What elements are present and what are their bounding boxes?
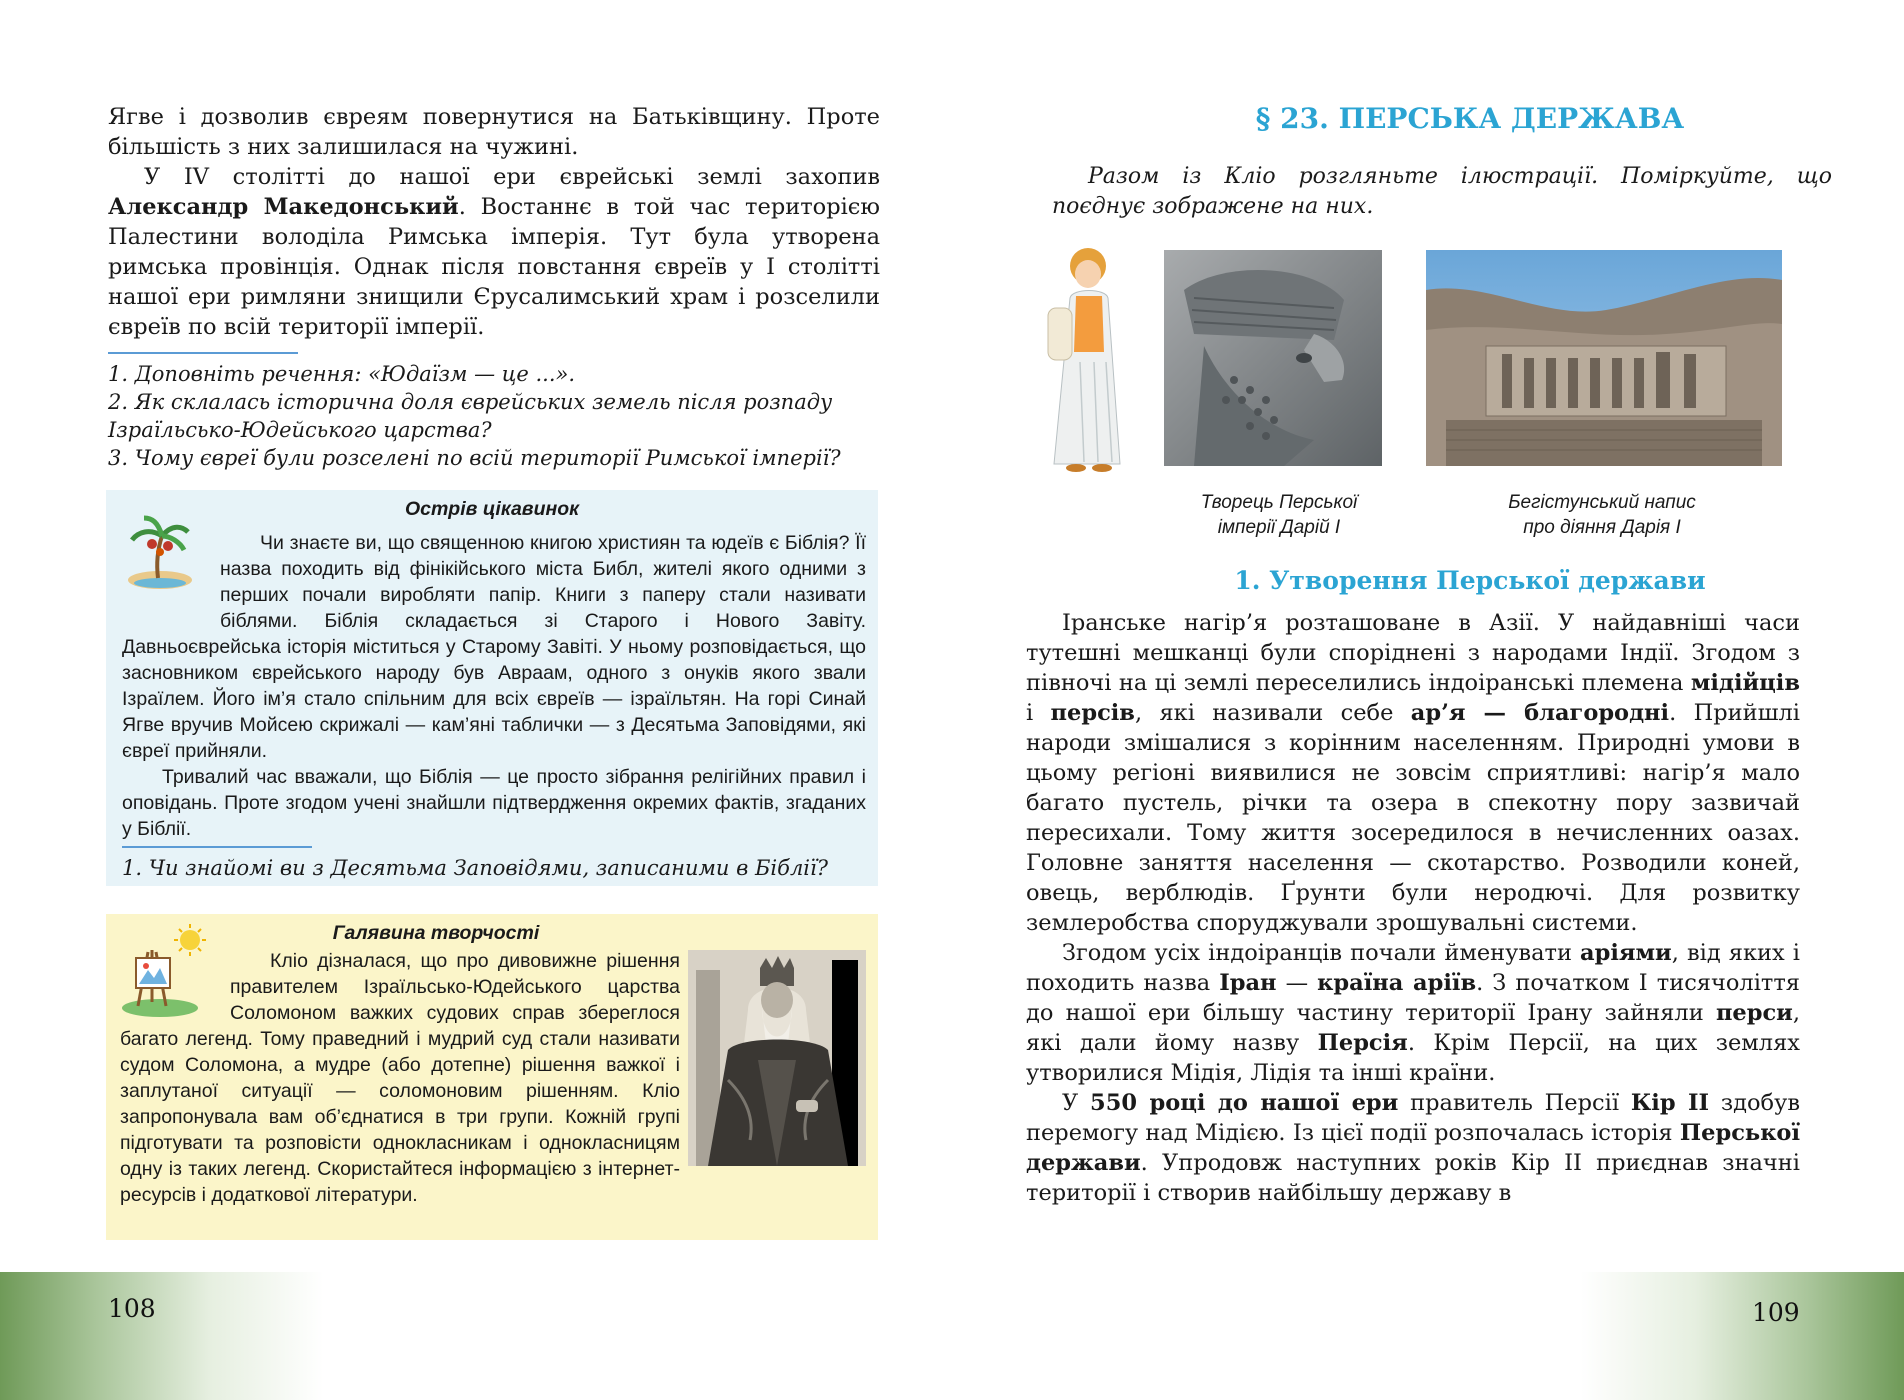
creativity-paragraph: Кліо дізналася, що про дивовижне рішення правителем Ізраїльсько-Юдейського царства Соломоном важких судових справ збереглося багато легенд. Тому праведний і мудрий суд стали називати судом Соломона, а мудре (або дотепне) рішення важкої і заплутаної ситуації — соломоновим рішенням. Кліо запропонувала вам об’єднатися в три групи. Кожній групі підготувати та розповісти однокласникам і однокласницям одну із таких легенд. Скористайтеся інформацією з інтернет-ресурсів і додаткової літератури. — [120, 950, 680, 1206]
creativity-box — [106, 914, 878, 1240]
intro-block — [1052, 162, 1832, 222]
solomon-image — [688, 950, 866, 1166]
text-span: Іранське нагір’я розташоване в Азії. У найдавніші часи тутешні мешканці були споріднені з народами Індії. Згодом з півночі на ці землі переселились індоіранські племена — [1026, 610, 1800, 696]
text-span: . Крім Персії, на цих землях утворилися Мідія, Лідія та інші країни. — [1026, 1030, 1800, 1086]
caption-line: Бегістунський напис — [1508, 492, 1696, 513]
clio-figure — [1032, 242, 1142, 474]
island-question: 1. Чи знайомі ви з Десятьма Заповідями, записаними в Біблії? — [122, 856, 829, 880]
bold-span: Іран — [1219, 970, 1277, 996]
text-span: здобув перемогу над Мідією. Із цієї події розпочалась історія — [1026, 1090, 1800, 1146]
intro-text: Разом із Кліо розгляньте ілюстрації. Поміркуйте, що поєднує зображене на них. — [1052, 164, 1832, 219]
footer-band — [952, 1272, 1904, 1400]
bold-span: Перської держави — [1026, 1120, 1800, 1176]
subsection-title: 1. Утворення Перської держави — [1234, 566, 1706, 595]
text-span: У IV столітті до нашої ери єврейські землі захопив — [144, 164, 880, 190]
island-box — [106, 490, 878, 886]
darius-relief-image — [1164, 250, 1382, 466]
text-span: і — [1026, 700, 1051, 726]
page-number-left: 108 — [108, 1294, 156, 1323]
right-paragraph-3 — [1026, 1088, 1800, 1208]
text-span: У — [1062, 1090, 1091, 1116]
bold-span: мідійців — [1690, 670, 1800, 696]
right-paragraph-1 — [1026, 608, 1800, 938]
caption-darius — [1164, 490, 1394, 540]
questions-divider — [108, 352, 298, 354]
bold-span: ар’я — благородні — [1410, 700, 1670, 726]
text-span: . З початком I тисячоліття до нашої ери більшу частину території Ірану зайняли — [1026, 970, 1800, 1026]
island-paragraph-1: Чи знаєте ви, що священною книгою християн та юдеїв є Біблія? Її назва походить від фінікійського міста Библ, жителі якого одними з перших почали виробляти папір. Книги з паперу стали називати біблями. Біблія складається зі Старого і Нового Завіту. Давньоєврейська історія міститься у Старому Завіті. У ньому розповідається, що засновником єврейського народу був Авраам, одного з онуків якого звали Ізраїлем. Його ім’я стало спільним для всіх євреїв — ізраїльтян. На горі Синай Ягве вручив Мойсею скрижалі — кам’яні таблички — з Десятьма Заповідями, які євреї прийняли. — [122, 532, 866, 762]
question-3: 3. Чому євреї були розселені по всій території Римської імперії? — [108, 446, 841, 470]
left-paragraph-1: Ягве і дозволив євреям повернутися на Батьківщину. Проте більшість з них залишилася на чужині. — [108, 104, 880, 160]
section-title: § 23. ПЕРСЬКА ДЕРЖАВА — [1255, 102, 1685, 135]
bold-span: аріями — [1580, 940, 1672, 966]
island-box-title: Острів цікавинок — [404, 498, 580, 520]
text-span: , від яких і походить назва — [1026, 940, 1801, 996]
creativity-box-title: Галявина творчості — [332, 922, 540, 944]
question-1: 1. Доповніть речення: «Юдаїзм — це ...». — [108, 362, 576, 386]
text-span: , які називали себе — [1134, 700, 1411, 726]
creativity-box-content — [120, 948, 680, 1208]
text-span: . Упродовж наступних років Кір II приєднав значні території і створив найбільшу державу в — [1026, 1150, 1800, 1206]
text-span: . Востаннє в той час територією Палестини володіла Римська імперія. Тут була утворена римська провінція. Однак після повстання євреїв у I столітті нашої ери римляни знищили Єрусалимський храм і розселили євреїв по всій території імперії. — [108, 194, 880, 340]
bold-span: Александр Македонський — [108, 194, 459, 220]
page-number-right: 109 — [1752, 1298, 1800, 1327]
caption-line: про діяння Дарія I — [1523, 517, 1681, 538]
behistun-inscription-image — [1426, 250, 1782, 466]
icon-float-spacer — [120, 948, 230, 1026]
bold-span: персів — [1050, 700, 1135, 726]
question-2: 2. Як склалась історична доля єврейських земель після розпаду Ізраїльсько-Юдейського царства? — [108, 390, 833, 442]
text-span: , які дали йому назву — [1026, 1000, 1800, 1056]
text-span: — — [1276, 970, 1318, 996]
bold-span: Персія — [1317, 1030, 1408, 1056]
island-divider — [122, 846, 312, 848]
caption-behistun — [1452, 490, 1752, 540]
left-main-text — [108, 102, 880, 472]
text-span: . Прийшлі народи змішалися з корінним населенням. Природні умови в цьому регіоні виявилися не зовсім сприятливі: нагір’я мало багато пустель, річки та озера в спекотну пору зазвичай пересихали. Тому життя зосередилося в нечисленних оазах. Головне заняття населення — скотарство. Розводили коней, овець, верблюдів. Ґрунти були неродючі. Для розвитку землеробства споруджували зрошувальні системи. — [1026, 700, 1800, 936]
caption-line: Творець Перської — [1200, 492, 1358, 513]
text-span: Згодом усіх індоіранців почали йменувати — [1062, 940, 1581, 966]
bold-span: 550 році до нашої ери — [1090, 1090, 1399, 1116]
bold-span: перси — [1715, 1000, 1793, 1026]
island-box-content — [122, 530, 866, 882]
footer-band — [0, 1272, 952, 1400]
island-paragraph-2: Тривалий час вважали, що Біблія — це просто зібрання релігійних правил і оповідань. Проте згодом учені знайшли підтвердження окремих фактів, згаданих у Біблії. — [122, 766, 866, 840]
text-span: правитель Персії — [1398, 1090, 1631, 1116]
right-main-text — [1026, 608, 1800, 1208]
bold-span: країна аріїв — [1317, 970, 1477, 996]
right-paragraph-2 — [1026, 938, 1800, 1088]
left-paragraph-2 — [108, 162, 880, 342]
right-page — [952, 0, 1904, 1400]
icon-float-spacer — [122, 530, 220, 626]
bold-span: Кір II — [1630, 1090, 1710, 1116]
caption-line: імперії Дарій I — [1217, 517, 1341, 538]
